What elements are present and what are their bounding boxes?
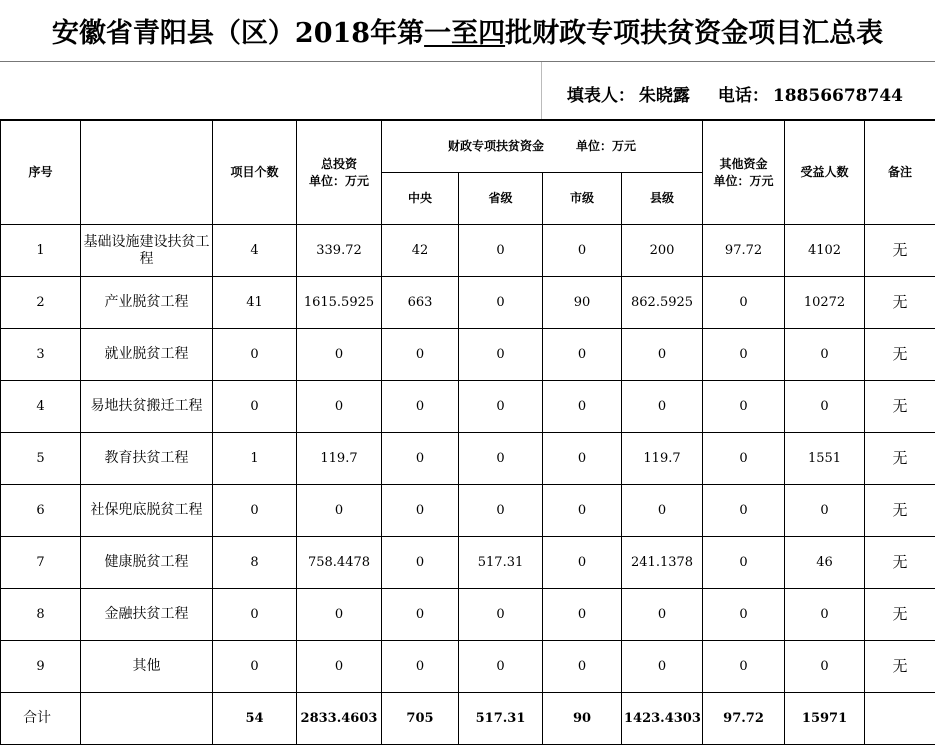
cell-city: 90 — [543, 277, 622, 329]
phone-number: 18856678744 — [772, 86, 903, 106]
cell-other: 0 — [703, 329, 785, 381]
cell-beneficiaries: 0 — [785, 381, 865, 433]
cell-beneficiaries: 0 — [785, 485, 865, 537]
table-row — [1, 329, 935, 381]
cell-city: 0 — [543, 641, 622, 693]
cell-name: 金融扶贫工程 — [81, 589, 213, 641]
cell-city: 0 — [543, 225, 622, 277]
table-row — [1, 537, 935, 589]
cell-remark: 无 — [865, 277, 935, 329]
page-title — [52, 11, 883, 50]
cell-county: 0 — [622, 485, 703, 537]
cell-other: 97.72 — [703, 225, 785, 277]
cell-remark: 无 — [865, 329, 935, 381]
table-row — [1, 641, 935, 693]
cell-total: 0 — [297, 329, 382, 381]
filler-row — [0, 62, 935, 120]
cell-beneficiaries: 4102 — [785, 225, 865, 277]
cell-total: 0 — [297, 641, 382, 693]
header-total-invest-label: 总投资 — [320, 156, 357, 171]
cell-central: 0 — [382, 589, 459, 641]
header-fiscal-unit: 单位：万元 — [576, 139, 637, 153]
cell-remark: 无 — [865, 433, 935, 485]
filler-info — [563, 81, 903, 106]
cell-name: 健康脱贫工程 — [81, 537, 213, 589]
cell-remark: 无 — [865, 225, 935, 277]
cell-count: 0 — [213, 329, 297, 381]
total-count: 54 — [213, 693, 297, 745]
cell-central: 0 — [382, 329, 459, 381]
cell-other: 0 — [703, 537, 785, 589]
cell-beneficiaries: 1551 — [785, 433, 865, 485]
cell-count: 0 — [213, 485, 297, 537]
phone-label: 电话： — [717, 86, 769, 106]
total-row — [1, 693, 935, 745]
cell-province: 0 — [459, 329, 543, 381]
filler-label: 填表人： — [566, 86, 635, 106]
cell-county: 0 — [622, 329, 703, 381]
cell-seq: 5 — [1, 433, 81, 485]
header-seq: 序号 — [1, 121, 81, 225]
cell-total: 1615.5925 — [297, 277, 382, 329]
total-city: 90 — [543, 693, 622, 745]
cell-total: 119.7 — [297, 433, 382, 485]
cell-central: 0 — [382, 641, 459, 693]
title-part-2: 一至四 — [424, 18, 506, 49]
cell-province: 0 — [459, 225, 543, 277]
cell-other: 0 — [703, 641, 785, 693]
header-central: 中央 — [382, 173, 459, 225]
cell-beneficiaries: 0 — [785, 329, 865, 381]
cell-province: 0 — [459, 589, 543, 641]
cell-seq: 4 — [1, 381, 81, 433]
cell-beneficiaries: 0 — [785, 589, 865, 641]
cell-count: 0 — [213, 381, 297, 433]
cell-seq: 6 — [1, 485, 81, 537]
cell-province: 0 — [459, 485, 543, 537]
table-row — [1, 589, 935, 641]
title-row — [0, 0, 935, 62]
cell-total: 0 — [297, 485, 382, 537]
cell-central: 42 — [382, 225, 459, 277]
total-other: 97.72 — [703, 693, 785, 745]
filler-divider — [541, 62, 542, 119]
total-county: 1423.4303 — [622, 693, 703, 745]
cell-province: 0 — [459, 641, 543, 693]
cell-count: 1 — [213, 433, 297, 485]
cell-other: 0 — [703, 277, 785, 329]
cell-count: 4 — [213, 225, 297, 277]
cell-name: 易地扶贫搬迁工程 — [81, 381, 213, 433]
cell-seq: 2 — [1, 277, 81, 329]
table-row — [1, 225, 935, 277]
cell-name: 基础设施建设扶贫工程 — [81, 225, 213, 277]
header-remark: 备注 — [865, 121, 935, 225]
cell-name: 教育扶贫工程 — [81, 433, 213, 485]
header-county: 县级 — [622, 173, 703, 225]
cell-central: 0 — [382, 433, 459, 485]
cell-central: 0 — [382, 537, 459, 589]
total-total: 2833.4603 — [297, 693, 382, 745]
cell-name: 产业脱贫工程 — [81, 277, 213, 329]
cell-province: 0 — [459, 433, 543, 485]
total-province: 517.31 — [459, 693, 543, 745]
total-label: 合计 — [1, 693, 81, 745]
header-province: 省级 — [459, 173, 543, 225]
cell-seq: 1 — [1, 225, 81, 277]
cell-county: 0 — [622, 589, 703, 641]
title-part-1: 安徽省青阳县（区）2018年第 — [51, 18, 425, 49]
cell-total: 0 — [297, 589, 382, 641]
cell-count: 0 — [213, 589, 297, 641]
header-other — [703, 121, 785, 225]
cell-city: 0 — [543, 381, 622, 433]
header-total-invest — [297, 121, 382, 225]
table-row — [1, 485, 935, 537]
cell-count: 8 — [213, 537, 297, 589]
total-remark — [865, 693, 935, 745]
total-name — [81, 693, 213, 745]
cell-city: 0 — [543, 433, 622, 485]
cell-count: 41 — [213, 277, 297, 329]
cell-central: 663 — [382, 277, 459, 329]
header-count: 项目个数 — [213, 121, 297, 225]
cell-county: 0 — [622, 381, 703, 433]
cell-seq: 7 — [1, 537, 81, 589]
cell-other: 0 — [703, 381, 785, 433]
cell-name: 其他 — [81, 641, 213, 693]
cell-remark: 无 — [865, 485, 935, 537]
header-other-unit: 单位：万元 — [713, 173, 774, 188]
header-city: 市级 — [543, 173, 622, 225]
title-part-3: 批财政专项扶贫资金项目汇总表 — [505, 18, 884, 49]
cell-seq: 8 — [1, 589, 81, 641]
cell-city: 0 — [543, 329, 622, 381]
summary-table — [0, 120, 935, 745]
total-central: 705 — [382, 693, 459, 745]
cell-remark: 无 — [865, 589, 935, 641]
total-beneficiaries: 15971 — [785, 693, 865, 745]
table-row — [1, 381, 935, 433]
cell-province: 517.31 — [459, 537, 543, 589]
cell-name: 就业脱贫工程 — [81, 329, 213, 381]
cell-name: 社保兜底脱贫工程 — [81, 485, 213, 537]
cell-county: 862.5925 — [622, 277, 703, 329]
cell-beneficiaries: 0 — [785, 641, 865, 693]
cell-other: 0 — [703, 433, 785, 485]
table-row — [1, 277, 935, 329]
header-name — [81, 121, 213, 225]
filler-name: 朱晓露 — [638, 86, 690, 106]
header-fiscal — [382, 121, 703, 173]
cell-central: 0 — [382, 381, 459, 433]
header-row-1 — [1, 121, 935, 173]
cell-total: 0 — [297, 381, 382, 433]
cell-county: 200 — [622, 225, 703, 277]
cell-county: 241.1378 — [622, 537, 703, 589]
cell-total: 339.72 — [297, 225, 382, 277]
cell-remark: 无 — [865, 641, 935, 693]
cell-seq: 9 — [1, 641, 81, 693]
cell-beneficiaries: 10272 — [785, 277, 865, 329]
cell-county: 119.7 — [622, 433, 703, 485]
cell-province: 0 — [459, 381, 543, 433]
cell-seq: 3 — [1, 329, 81, 381]
cell-other: 0 — [703, 589, 785, 641]
cell-city: 0 — [543, 537, 622, 589]
header-fiscal-label: 财政专项扶贫资金 — [448, 139, 545, 153]
cell-remark: 无 — [865, 537, 935, 589]
cell-central: 0 — [382, 485, 459, 537]
cell-city: 0 — [543, 485, 622, 537]
cell-remark: 无 — [865, 381, 935, 433]
cell-city: 0 — [543, 589, 622, 641]
cell-county: 0 — [622, 641, 703, 693]
header-other-label: 其他资金 — [719, 156, 768, 171]
table-row — [1, 433, 935, 485]
cell-count: 0 — [213, 641, 297, 693]
header-total-invest-unit: 单位：万元 — [308, 173, 369, 188]
cell-other: 0 — [703, 485, 785, 537]
cell-beneficiaries: 46 — [785, 537, 865, 589]
header-beneficiaries: 受益人数 — [785, 121, 865, 225]
cell-total: 758.4478 — [297, 537, 382, 589]
cell-province: 0 — [459, 277, 543, 329]
